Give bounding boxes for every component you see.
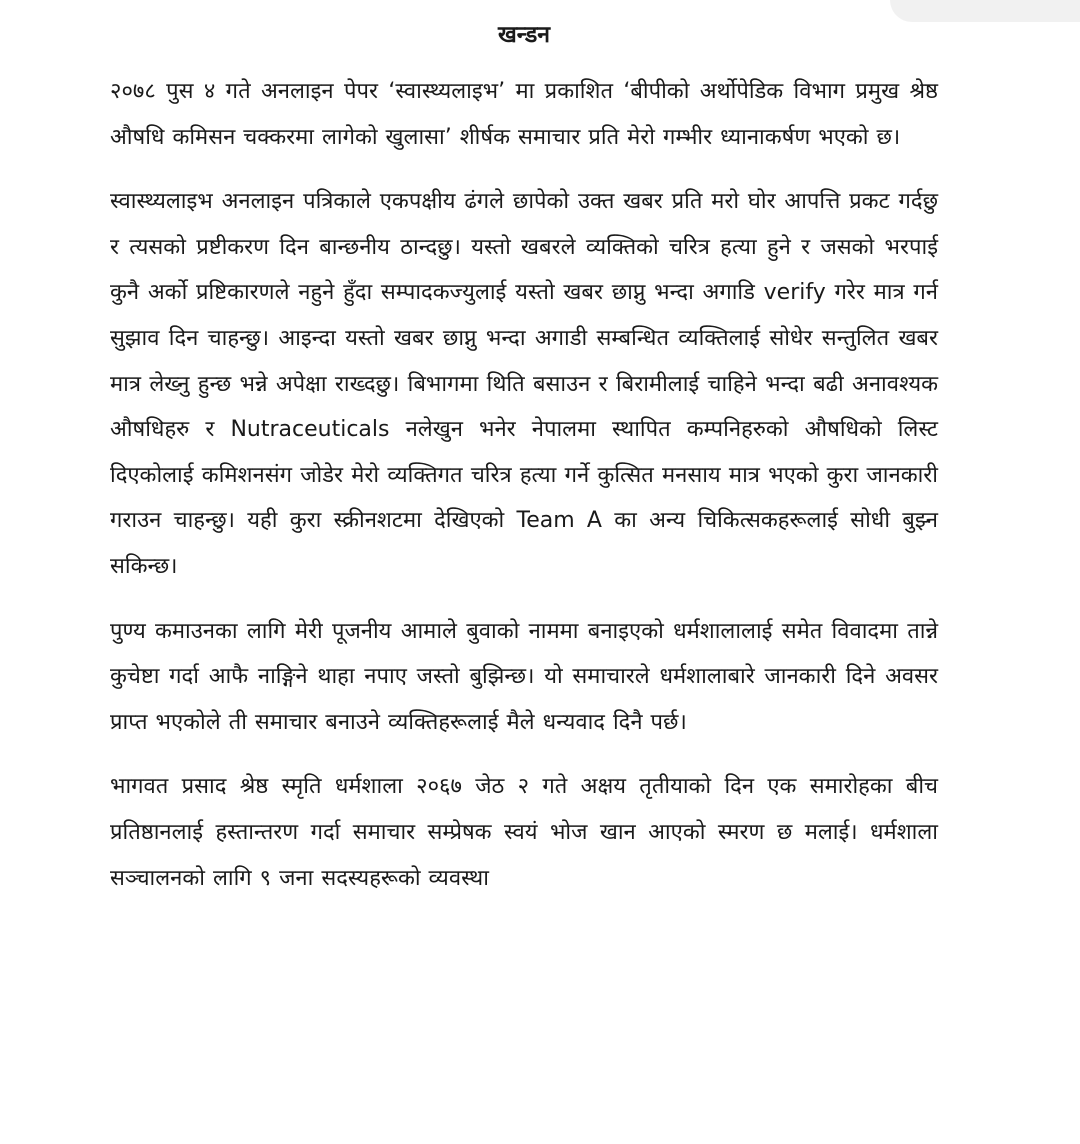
- paragraph-4: भागवत प्रसाद श्रेष्ठ स्मृति धर्मशाला २०६७ जेठ २ गते अक्षय तृतीयाको दिन एक समारोहका बीच प्रतिष्ठानलाई हस्तान्तरण गर्दा समाचार सम्प्रेषक स्वयं भोज खान आएको स्मरण छ मलाई। धर्मशाला सञ्चालनको लागि ९ जना सदस्यहरूको व्यवस्था: [110, 774, 938, 891]
- paragraph-2: स्वास्थ्यलाइभ अनलाइन पत्रिकाले एकपक्षीय ढंगले छापेको उक्त खबर प्रति मरो घोर आपत्ति प्रकट गर्दछु र त्यसको प्रष्टीकरण दिन बान्छनीय ठान्दछु। यस्तो खबरले व्यक्तिको चरित्र हत्या हुने र जसको भरपाई कुनै अर्को प्रष्टिकारणले नहुने हुँदा सम्पादकज्युलाई यस्तो खबर छाप्नु भन्दा अगाडि verify गरेर मात्र गर्न सुझाव दिन चाहन्छु। आइन्दा यस्तो खबर छाप्नु भन्दा अगाडी सम्बन्धित व्यक्तिलाई सोधेर सन्तुलित खबर मात्र लेख्नु हुन्छ भन्ने अपेक्षा राख्दछु। बिभागमा थिति बसाउन र बिरामीलाई चाहिने भन्दा बढी अनावश्यक औषधिहरु र Nutraceuticals नलेखुन भनेर नेपालमा स्थापित कम्पनिहरुको औषधिको लिस्ट दिएकोलाई कमिशनसंग जोडेर मेरो व्यक्तिगत चरित्र हत्या गर्ने कुत्सित मनसाय मात्र भएको कुरा जानकारी गराउन चाहन्छु। यही कुरा स्क्रीनशटमा देखिएको Team A का अन्य चिकित्सकहरूलाई सोधी बुझ्न सकिन्छ।: [110, 189, 938, 579]
- document-page: [110, 18, 938, 901]
- paragraph-1: २०७८ पुस ४ गते अनलाइन पेपर ‘स्वास्थ्यलाइभ’ मा प्रकाशित ‘बीपीको अर्थोपेडिक विभाग प्रमुख श्रेष्ठ औषधि कमिसन चक्करमा लागेको खुलासा’ शीर्षक समाचार प्रति मेरो गम्भीर ध्यानाकर्षण भएको छ।: [110, 79, 938, 150]
- paragraph-3: पुण्य कमाउनका लागि मेरी पूजनीय आमाले बुवाको नाममा बनाइएको धर्मशालालाई समेत विवादमा तान्ने कुचेष्टा गर्दा आफै नाङ्गिने थाहा नपाए जस्तो बुझिन्छ। यो समाचारले धर्मशालाबारे जानकारी दिने अवसर प्राप्त भएकोले ती समाचार बनाउने व्यक्तिहरूलाई मैले धन्यवाद दिनै पर्छ।: [110, 618, 938, 735]
- document-title: खन्डन: [497, 22, 551, 48]
